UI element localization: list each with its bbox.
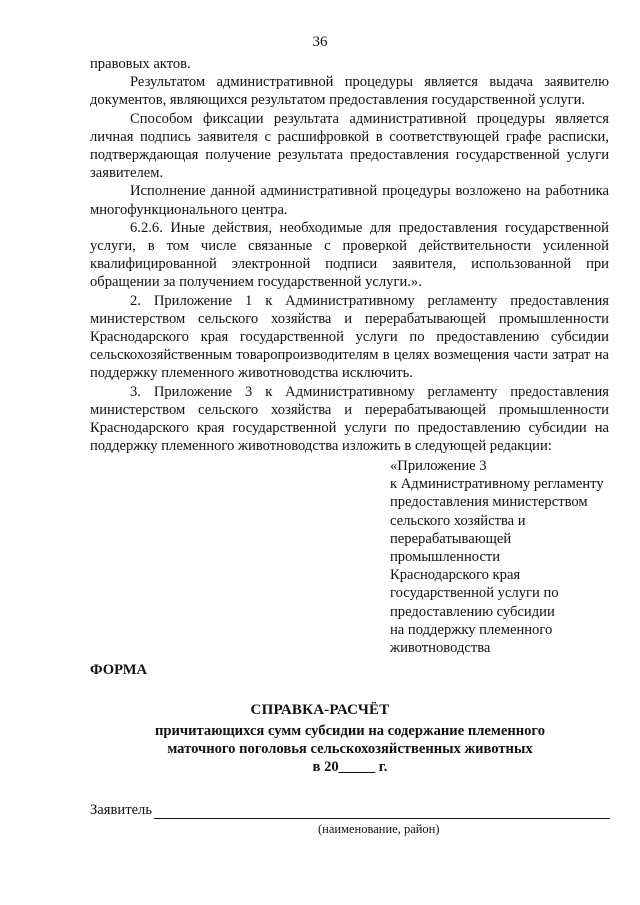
appendix-line: на поддержку племенного [390,621,553,638]
appendix-line: Краснодарского края [390,567,521,584]
subtitle-line: маточного поголовья сельскохозяйственных животных [167,741,533,757]
appendix-line: перерабатывающей [390,530,512,547]
appendix-line: промышленности [390,549,501,566]
appendix-line: предоставления министерством [390,494,588,511]
applicant-row [90,802,610,819]
applicant-hint: (наименование, район) [318,822,440,836]
paragraph: Результатом административной процедуры является выдача заявителю документов, являющихся результатом предоставления государственной услуги. [90,74,609,109]
appendix-line: сельского хозяйства и [390,512,526,529]
subtitle-line: в 20_____ г. [312,759,388,775]
subtitle-line: причитающихся сумм субсидии на содержание племенного [154,723,545,739]
document-subtitle [100,722,600,776]
applicant-label: Заявитель [90,802,152,818]
appendix-line: «Приложение 3 [390,458,487,474]
applicant-fill-line [154,804,610,819]
appendix-line: государственной услуги по [390,585,559,602]
document-title: СПРАВКА-РАСЧЁТ [250,702,390,718]
paragraph: 2. Приложение 1 к Административному регламенту предоставления министерством сельского хозяйства и перерабатывающей промышленности Краснодарского края государственной услуги по предоставлению субсидии сельскохозяйственным товаропроизводителям в целях возмещения части затрат на поддержку племенного животноводства исключить. [90,292,609,382]
paragraph: правовых актов. [90,56,191,72]
paragraph: 6.2.6. Иные действия, необходимые для предоставления государственной услуги, в том числе связанные с проверкой действительности усиленной квалифицированной электронной подписи заявителя, использованной при обращении за получением государственной услуги.». [90,219,609,291]
appendix-note [390,457,620,657]
page-number: 36 [312,34,328,50]
paragraph: Исполнение данной административной процедуры возложено на работника многофункционального центра. [90,183,609,218]
appendix-line: к Административному регламенту [390,476,604,493]
paragraph: Способом фиксации результата административной процедуры является личная подпись заявителя с расшифровкой в соответствующей графе расписки, подтверждающая получение результата предоставления государственной услуги заявителем. [90,110,609,182]
body-text [90,55,609,455]
paragraph: 3. Приложение 3 к Административному регламенту предоставления министерством сельского хозяйства и перерабатывающей промышленности Краснодарского края государственной услуги по предоставлению субсидии на поддержку племенного животноводства изложить в следующей редакции: [90,383,609,455]
form-label: ФОРМА [90,662,148,678]
appendix-line: животноводства [390,640,491,657]
appendix-line: предоставлению субсидии [390,603,555,620]
